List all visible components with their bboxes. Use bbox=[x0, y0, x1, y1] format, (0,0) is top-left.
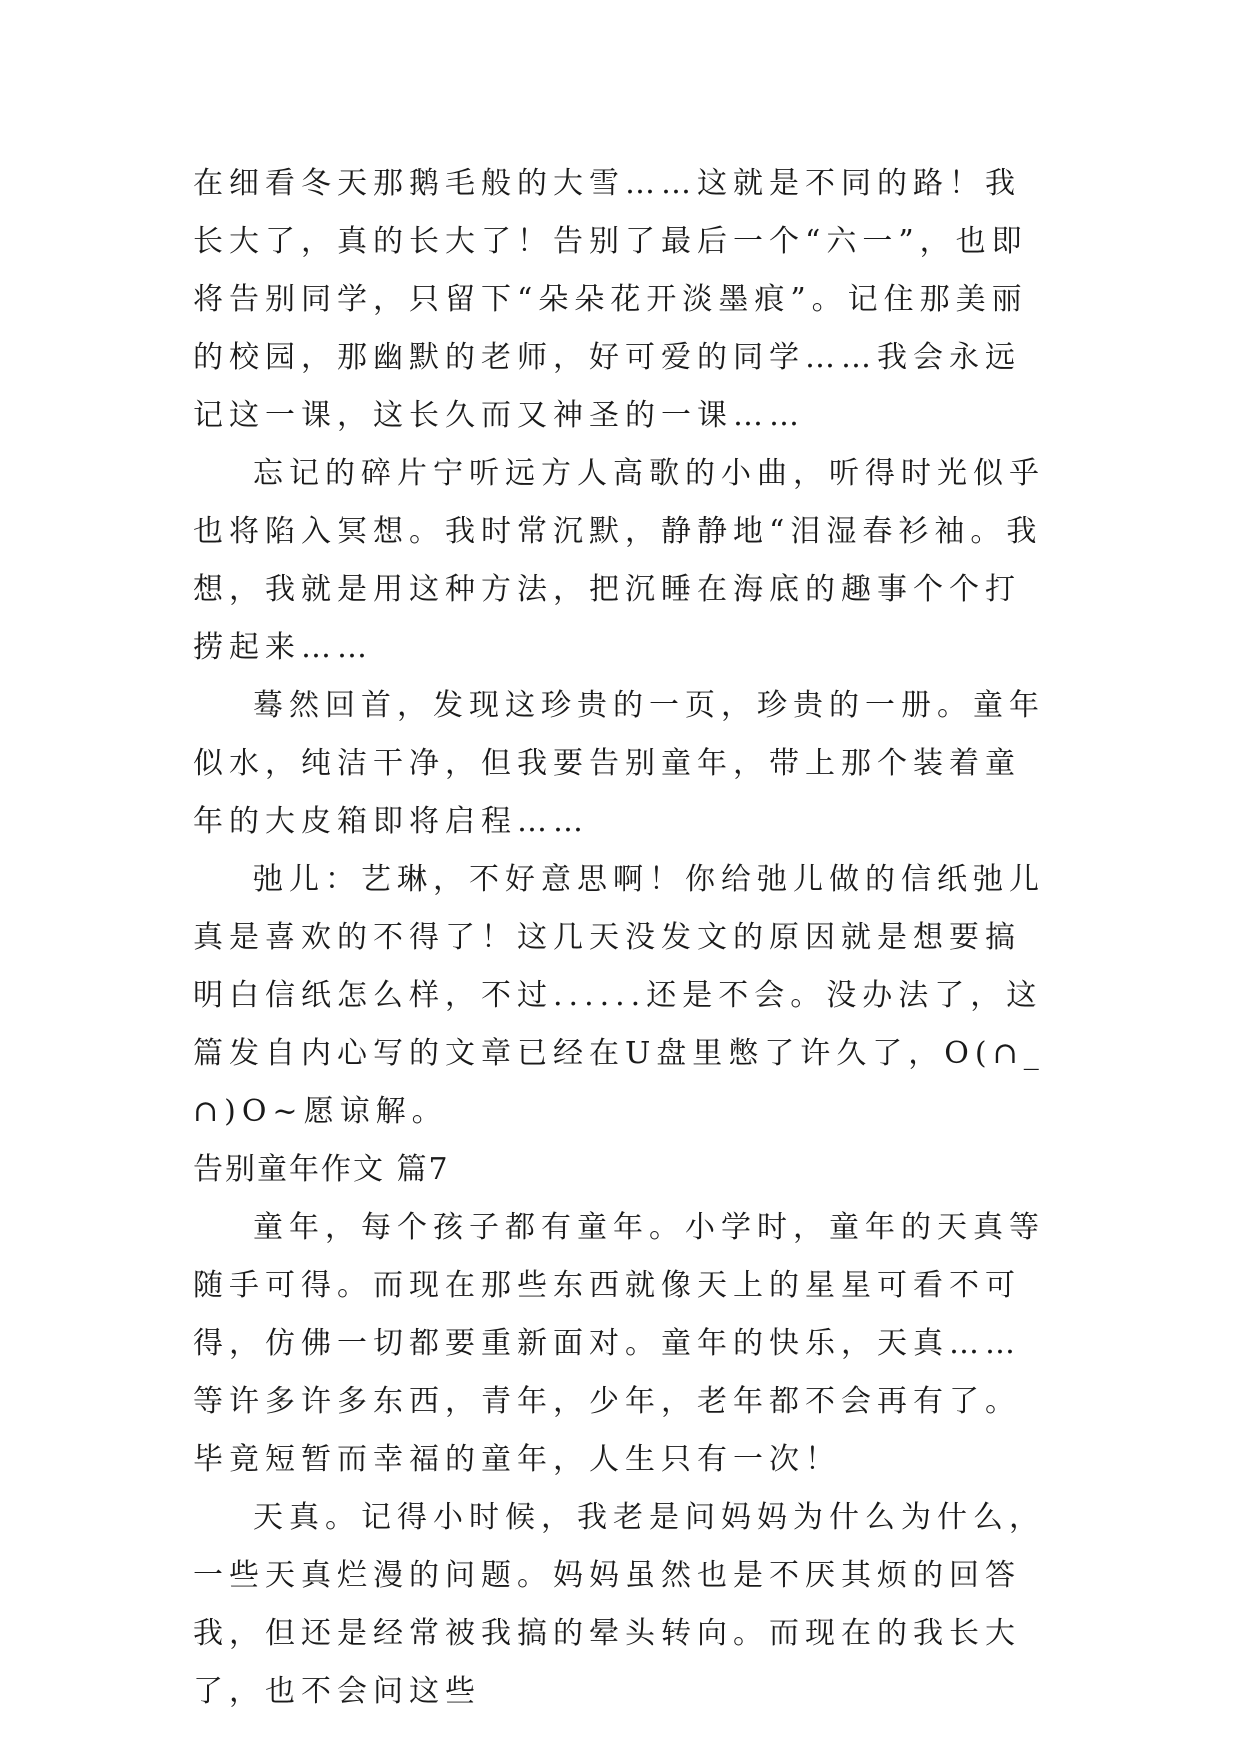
paragraph-1: 在细看冬天那鹅毛般的大雪……这就是不同的路！我长大了，真的长大了！告别了最后一个“六一”，也即将告别同学，只留下“朵朵花开淡墨痕”。记住那美丽的校园，那幽默的老师，好可爱的同学……我会永远记这一课，这长久而又神圣的一课…… bbox=[193, 166, 1028, 433]
paragraph-3: 蓦然回首，发现这珍贵的一页，珍贵的一册。童年似水，纯洁干净，但我要告别童年，带上那个装着童年的大皮箱即将启程…… bbox=[193, 688, 1045, 839]
document-page bbox=[193, 155, 1053, 1721]
section-heading: 告别童年作文 篇7 bbox=[193, 1152, 450, 1187]
paragraph-6: 天真。记得小时候，我老是问妈妈为什么为什么，一些天真烂漫的问题。妈妈虽然也是不厌其烦的回答我，但还是经常被我搞的晕头转向。而现在的我长大了，也不会问这些 bbox=[193, 1500, 1045, 1709]
paragraph-4: 弛儿：艺琳，不好意思啊！你给弛儿做的信纸弛儿真是喜欢的不得了！这几天没发文的原因就是想要搞明白信纸怎么样，不过......还是不会。没办法了，这篇发自内心写的文章已经在U盘里憋了许久了，O(∩_∩)O~愿谅解。 bbox=[193, 862, 1045, 1129]
paragraph-2: 忘记的碎片宁听远方人高歌的小曲，听得时光似乎也将陷入冥想。我时常沉默，静静地“泪湿春衫袖。我想，我就是用这种方法，把沉睡在海底的趣事个个打捞起来…… bbox=[193, 456, 1045, 665]
paragraph-5: 童年，每个孩子都有童年。小学时，童年的天真等随手可得。而现在那些东西就像天上的星星可看不可得，仿佛一切都要重新面对。童年的快乐，天真……等许多许多东西，青年，少年，老年都不会再有了。毕竟短暂而幸福的童年，人生只有一次！ bbox=[193, 1210, 1045, 1477]
